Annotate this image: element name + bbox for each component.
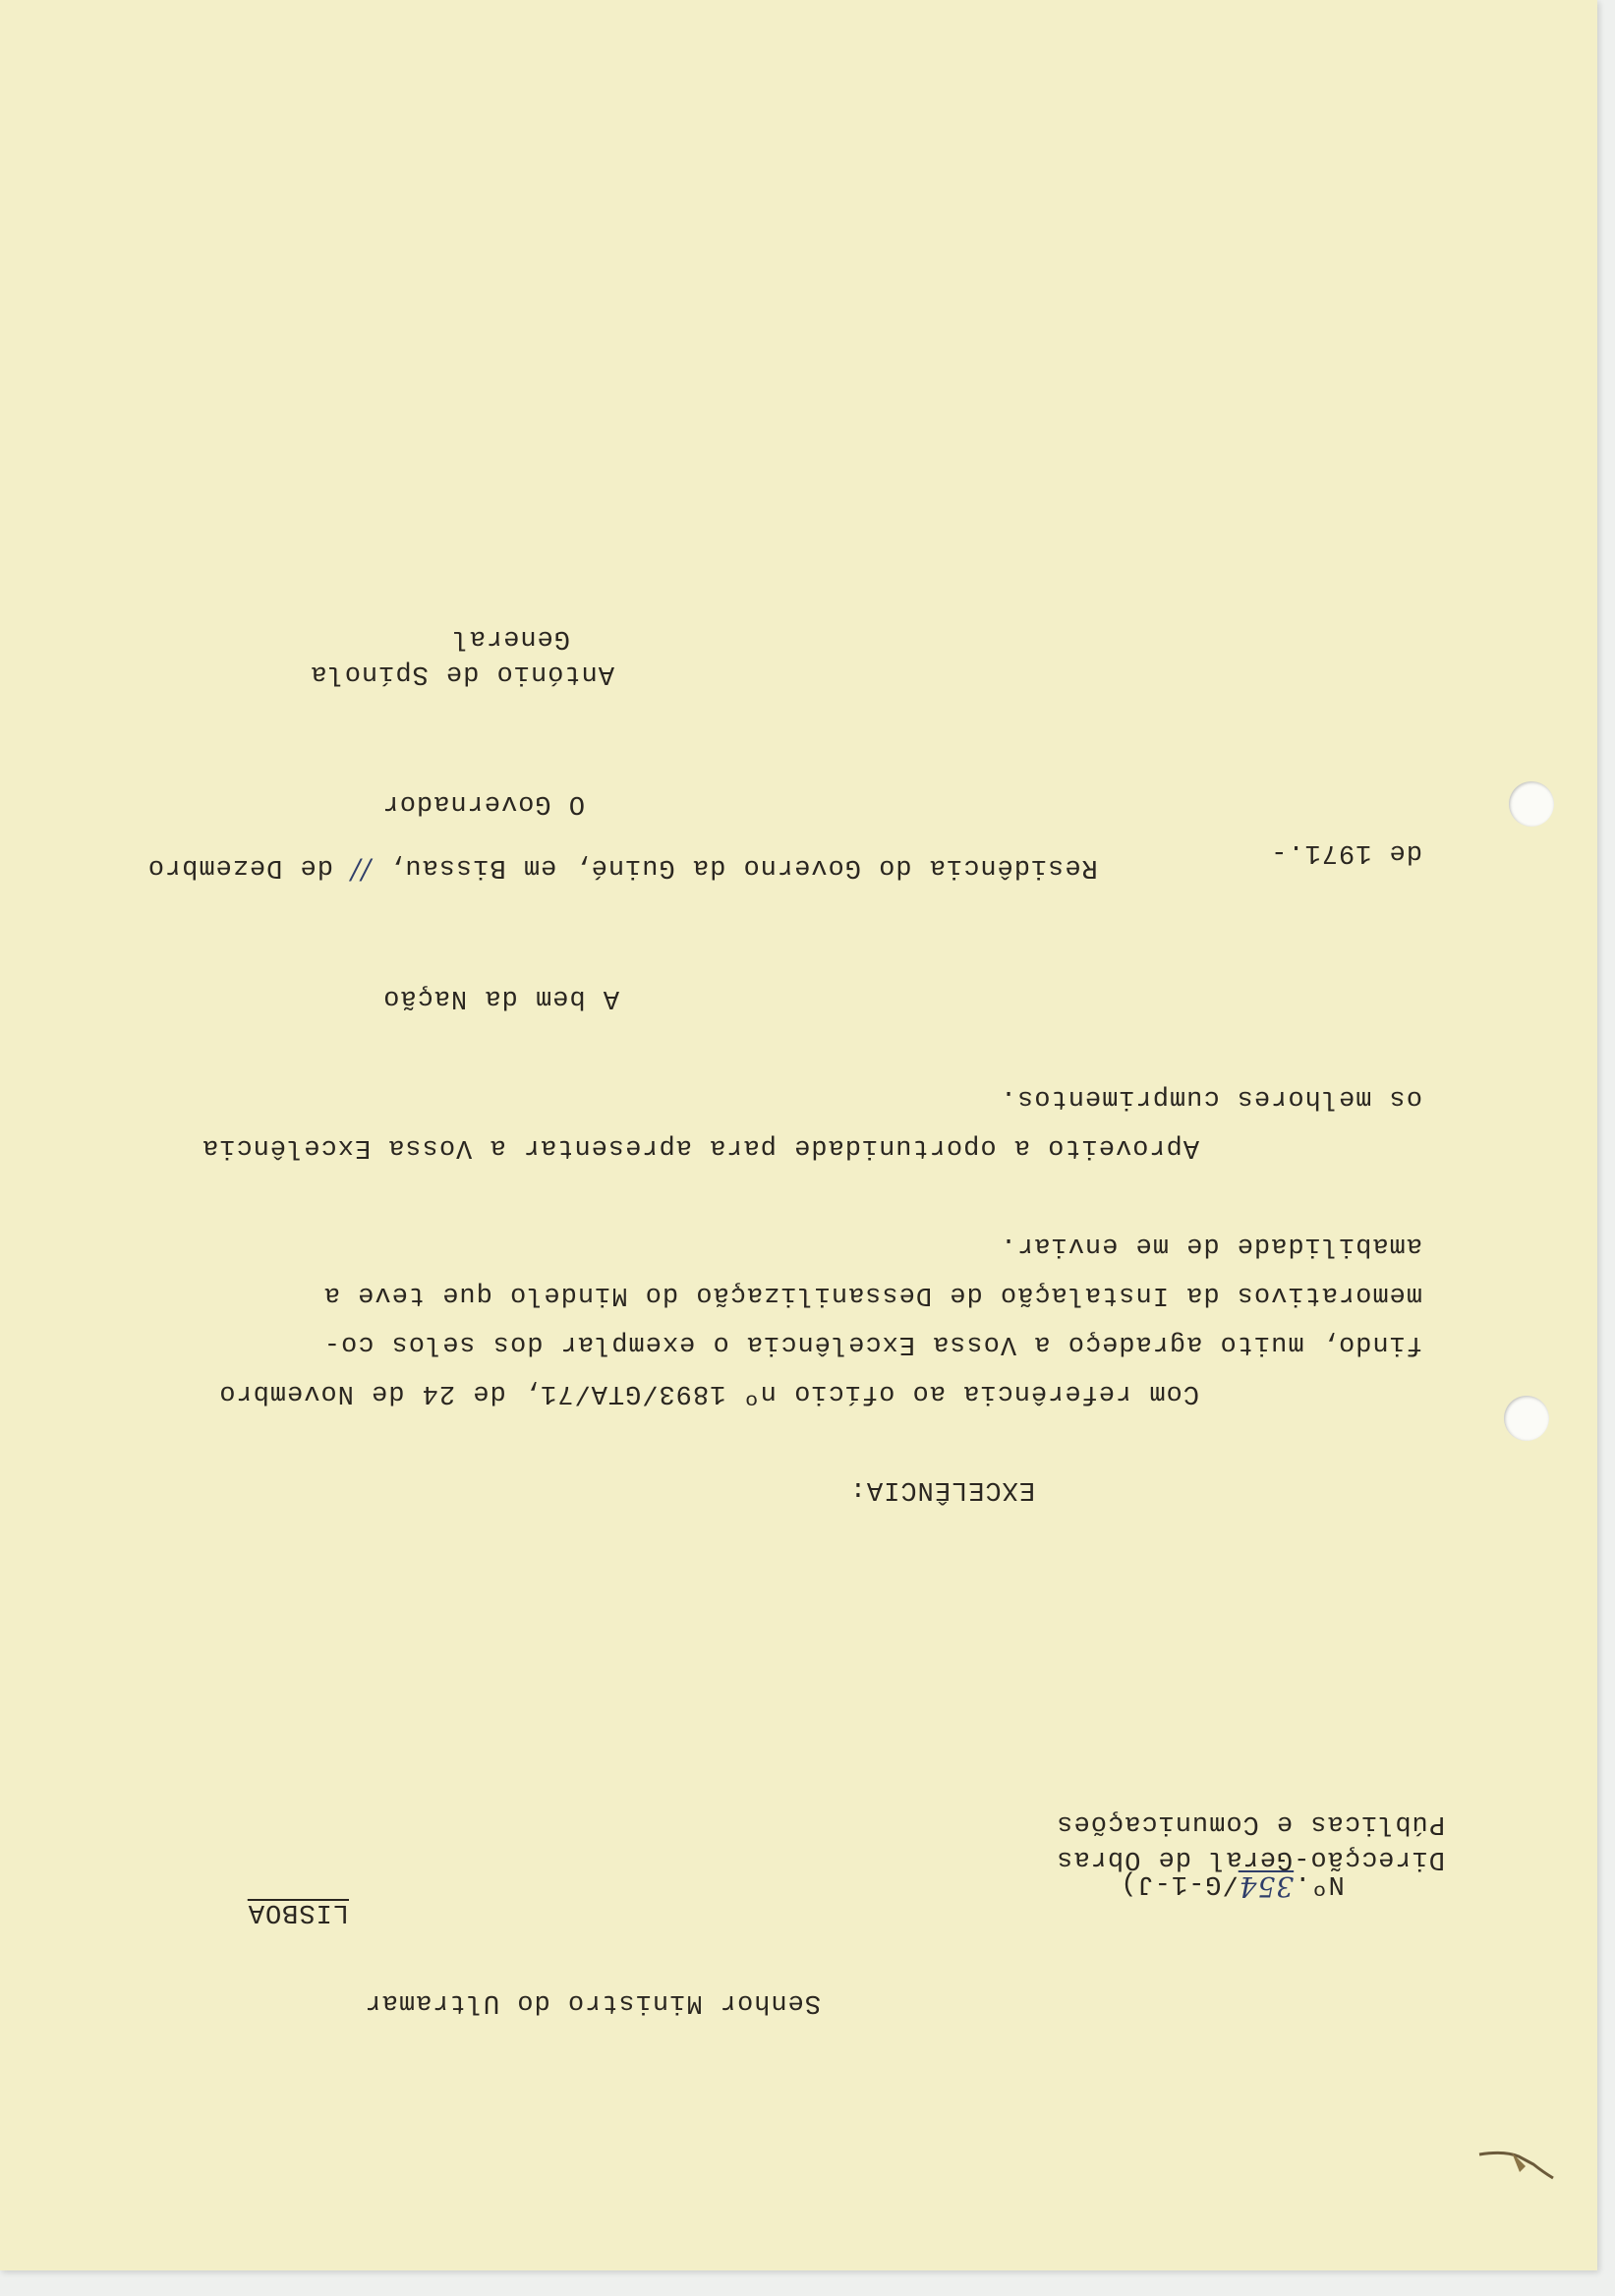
signer-rank: General — [451, 623, 570, 653]
reference-prefix: Nº. — [1294, 1868, 1345, 1898]
place-date-handwritten-day: // — [350, 854, 372, 887]
body-line-4: amabilidade de me enviar. — [999, 1231, 1422, 1260]
place-date-line-2: de 1971.- — [1270, 837, 1422, 867]
body-line-5: Aproveito a oportunidade para apresentar a Vossa Excelência — [202, 1132, 1199, 1162]
motto: A bem da Nação — [382, 983, 619, 1012]
addressee: Senhor Ministro do Ultramar — [364, 1987, 821, 2017]
signer-name: António de Spínola — [310, 659, 614, 688]
salutation: EXCELÊNCIA: — [848, 1474, 1035, 1504]
signer-title: O Governador — [381, 788, 585, 818]
body-line-2: findo, muito agradeço a Vossa Excelência o exemplar dos selos co- — [322, 1329, 1422, 1358]
place-date-text-b: de Dezembro — [146, 852, 333, 882]
body-line-3: memorativos da Instalação de Dessanilização do Mindelo que teve a — [322, 1280, 1422, 1309]
body-line-1: Com referência ao ofício nº 1893/GTA/71, de 24 de Novembro — [218, 1378, 1199, 1407]
place-date-text-a: Residência do Governo da Guiné, em Bissau, — [387, 852, 1098, 882]
department-line-2: Públicas e Comunicações — [1056, 1808, 1445, 1838]
place-date-line-1 — [147, 823, 1199, 916]
reference-suffix: /G-1-J) — [1120, 1868, 1239, 1898]
department-line-1: Direcção-Geral de Obras — [1056, 1844, 1445, 1873]
body-line-6: os melhores cumprimentos. — [999, 1083, 1422, 1113]
reference-handwritten: 354 — [1238, 1870, 1295, 1903]
city: LISBOA — [247, 1897, 349, 1926]
